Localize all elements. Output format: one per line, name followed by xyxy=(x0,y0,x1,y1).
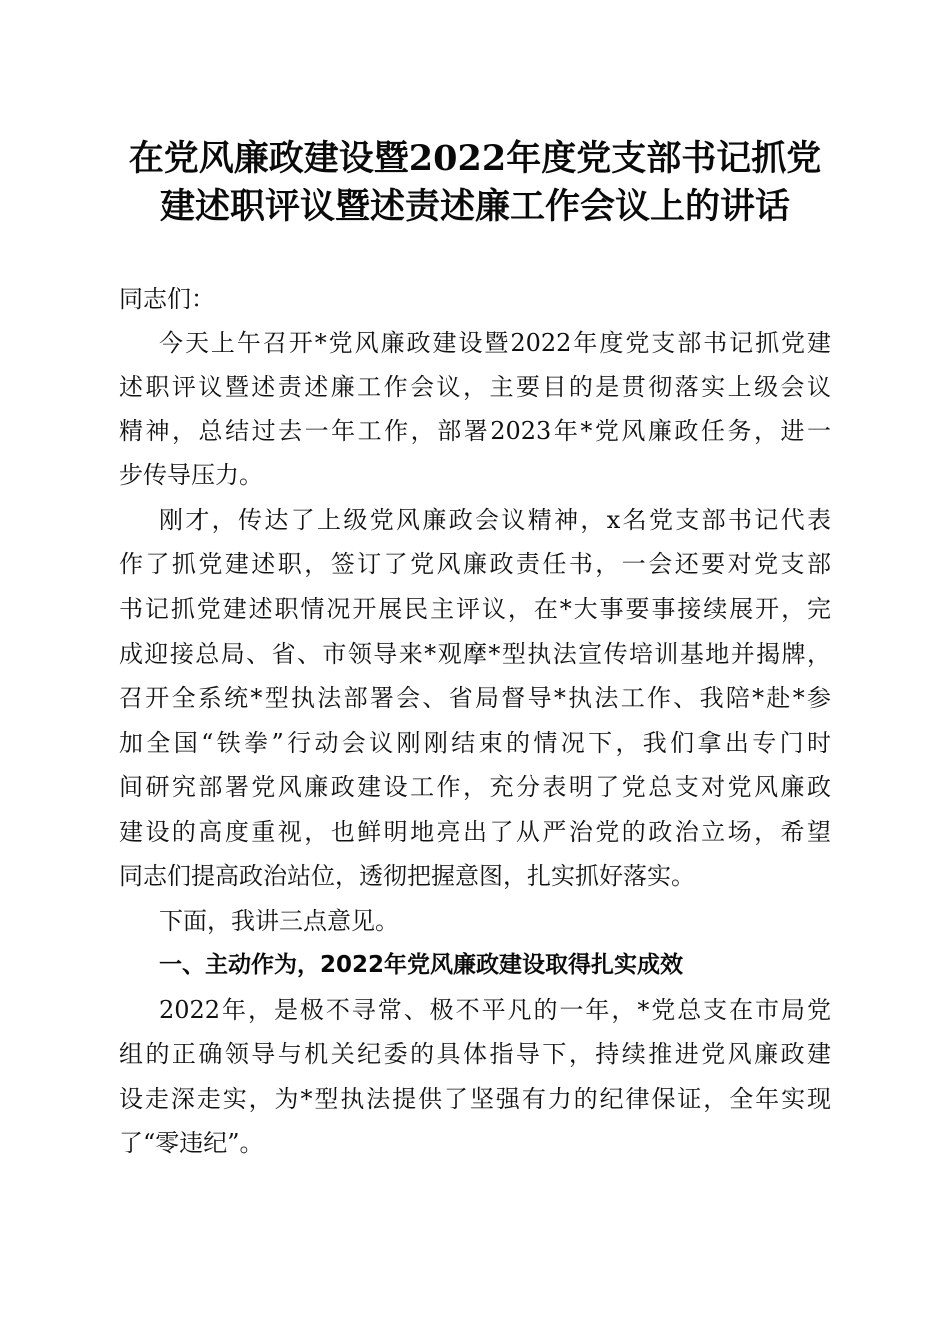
paragraph-1-line: 今天上午召开*党风廉政建设暨2022年度党支部书记抓党建 xyxy=(159,329,831,357)
paragraph-1-line: 步传导压力。 xyxy=(119,461,263,489)
paragraph-4-line: 2022年，是极不寻常、极不平凡的一年，*党总支在市局党 xyxy=(159,996,831,1024)
paragraph-2-line: 加全国“铁拳”行动会议刚刚结束的情况下，我们拿出专门时 xyxy=(119,729,831,757)
paragraph-1-line: 精神，总结过去一年工作，部署2023年*党风廉政任务，进一 xyxy=(119,417,831,445)
paragraph-2-line: 作了抓党建述职，签订了党风廉政责任书，一会还要对党支部 xyxy=(119,550,831,578)
paragraph-4-line: 组的正确领导与机关纪委的具体指导下，持续推进党风廉政建 xyxy=(119,1040,831,1068)
document-title-line-1: 在党风廉政建设暨2022年度党支部书记抓党 xyxy=(128,138,822,179)
paragraph-2-line: 成迎接总局、省、市领导来*观摩*型执法宣传培训基地并揭牌， xyxy=(119,640,831,668)
paragraph-2-line: 书记抓党建述职情况开展民主评议，在*大事要事接续展开，完 xyxy=(119,595,831,623)
section-heading-1: 一、主动作为，2022年党风廉政建设取得扎实成效 xyxy=(159,952,684,978)
document-title-line-2: 建述职评议暨述责述廉工作会议上的讲话 xyxy=(159,186,790,227)
paragraph-2-line: 间研究部署党风廉政建设工作，充分表明了党总支对党风廉政 xyxy=(119,773,831,801)
paragraph-2-line: 刚才，传达了上级党风廉政会议精神，x名党支部书记代表 xyxy=(159,506,831,534)
salutation: 同志们： xyxy=(119,285,215,313)
paragraph-4-line: 设走深走实，为*型执法提供了坚强有力的纪律保证，全年实现 xyxy=(119,1085,831,1113)
paragraph-2-line: 召开全系统*型执法部署会、省局督导*执法工作、我陪*赴*参 xyxy=(119,684,831,712)
paragraph-3: 下面，我讲三点意见。 xyxy=(159,907,399,935)
paragraph-2-line: 同志们提高政治站位，透彻把握意图，扎实抓好落实。 xyxy=(119,862,695,890)
paragraph-2-line: 建设的高度重视，也鲜明地亮出了从严治党的政治立场，希望 xyxy=(119,818,831,846)
paragraph-1-line: 述职评议暨述责述廉工作会议，主要目的是贯彻落实上级会议 xyxy=(119,373,831,401)
paragraph-4-line: 了“零违纪”。 xyxy=(119,1129,264,1157)
